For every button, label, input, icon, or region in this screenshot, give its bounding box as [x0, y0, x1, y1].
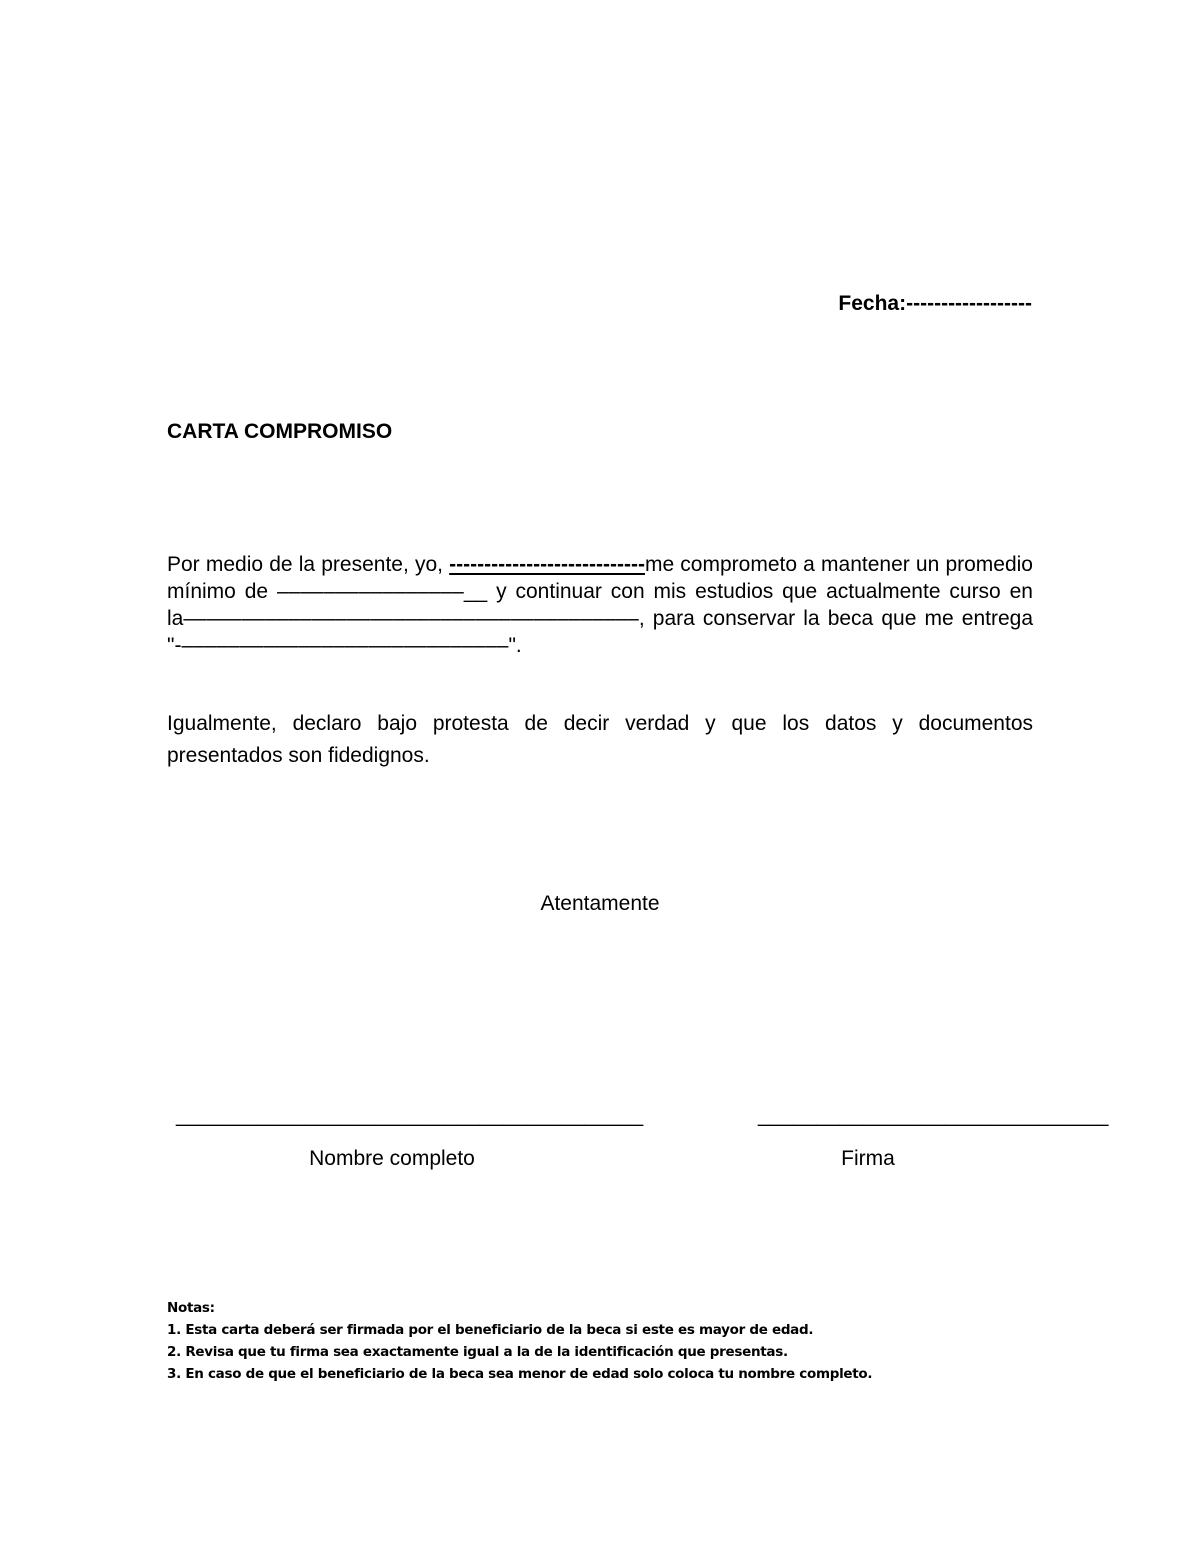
date-label: Fecha: — [838, 292, 907, 315]
paragraph-text-2: me comprometo a mantener un promedio mínimo de –––––––––––––––– — [167, 553, 1033, 603]
paragraph-text-1: Por medio de la presente, yo, — [167, 553, 450, 576]
paragraph-text-3: y continuar con mis estudios que actualmente curso en la–––––––––––––––––––––––––––––––––––––––, para conservar la beca que me entrega "-––––––––––––––––––––––––––––". — [167, 580, 1033, 657]
commitment-paragraph — [167, 551, 1033, 659]
name-blank: ---------------------------- — [449, 553, 645, 576]
note-item: 1. Esta carta deberá ser firmada por el beneficiario de la beca si este es mayor de edad. — [167, 1322, 814, 1338]
firma-signature-line: ______________________________ — [758, 1104, 1109, 1127]
note-item: 3. En caso de que el beneficiario de la beca sea menor de edad solo coloca tu nombre completo. — [167, 1366, 873, 1382]
firma-label: Firma — [841, 1147, 895, 1170]
notes-heading: Notas: — [167, 1300, 215, 1316]
average-blank-suffix: __ — [463, 580, 488, 603]
notes-section — [167, 1297, 1067, 1385]
date-blank: ------------------ — [906, 292, 1032, 315]
document-title: CARTA COMPROMISO — [167, 420, 393, 443]
name-label: Nombre completo — [309, 1147, 475, 1170]
date-field — [838, 292, 1032, 316]
declaration-paragraph: Igualmente, declaro bajo protesta de decir verdad y que los datos y documentos presentados son fidedignos. — [167, 712, 1033, 767]
name-signature-line: ________________________________________ — [176, 1104, 644, 1127]
closing-text: Atentamente — [540, 892, 660, 915]
note-item: 2. Revisa que tu firma sea exactamente igual a la de la identificación que presentas. — [167, 1344, 788, 1360]
